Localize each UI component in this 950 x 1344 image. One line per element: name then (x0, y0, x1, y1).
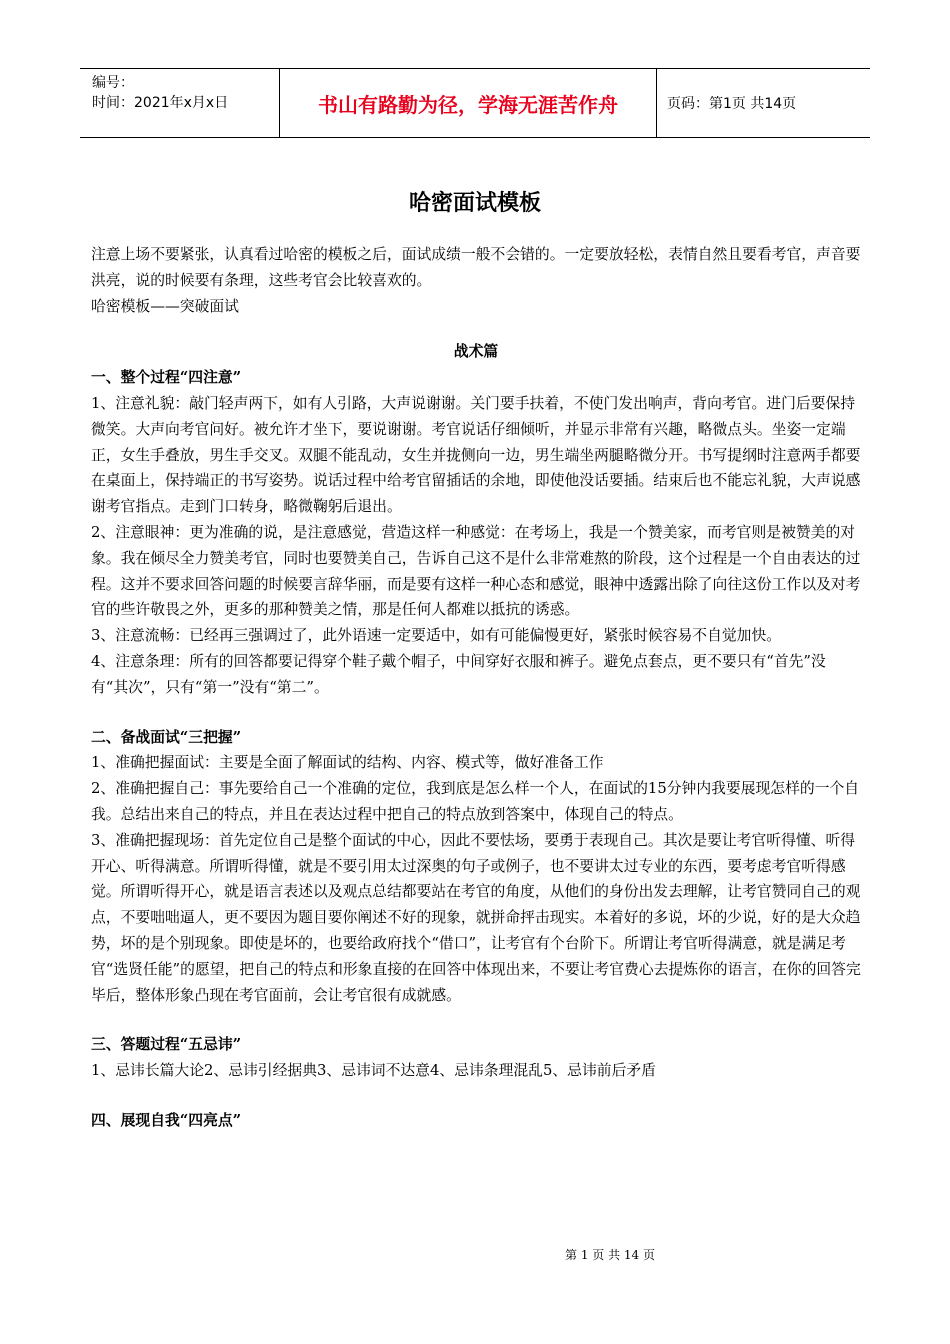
section-heading: 三、答题过程“五忌讳” (91, 1036, 242, 1054)
number-label: 编号： (92, 75, 134, 91)
part-title: 战术篇 (453, 343, 499, 361)
document-body (91, 242, 861, 1134)
header-meta (80, 69, 280, 137)
section-paragraph: 1、忌讳长篇大论2、忌讳引经据典3、忌讳词不达意4、忌讳条理混乱5、忌讳前后矛盾 (91, 1062, 656, 1080)
section-paragraph: 1、准确把握面试：主要是全面了解面试的结构、内容、模式等，做好准备工作 (91, 754, 604, 772)
page-header (80, 68, 870, 138)
time-label: 时间：2021年x月x日 (92, 95, 229, 111)
section-heading: 二、备战面试“三把握” (91, 728, 242, 746)
section-paragraph: 2、准确把握自己：事先要给自己一个准确的定位，我到底是怎么样一个人，在面试的15分钟内我要展现怎样的一个自我。总结出来自己的特点，并且在表达过程中把自己的特点放到答案中，体现自己的特点。 (91, 780, 860, 823)
intro-paragraph: 注意上场不要紧张，认真看过哈密的模板之后，面试成绩一般不会错的。一定要放轻松，表情自然且要看考官，声音要洪亮，说的时候要有条理，这些考官会比较喜欢的。 (91, 246, 861, 289)
header-motto: 书山有路勤为径，学海无涯苦作舟 (280, 69, 657, 137)
document-title: 哈密面试模板 (408, 190, 541, 216)
intro-subtitle: 哈密模板——突破面试 (91, 297, 239, 315)
section-paragraph: 3、准确把握现场：首先定位自己是整个面试的中心，因此不要怯场，要勇于表现自己。其次是要让考官听得懂、听得开心、听得满意。所谓听得懂，就是不要引用太过深奥的句子或例子，也不要讲太过专业的东西，要考虑考官听得感觉。所谓听得开心，就是语言表述以及观点总结都要站在考官的角度，从他们的身份出发去理解，让考官赞同自己的观点，不要咄咄逼人，更不要因为题目要你阐述不好的现象，就拼命抨击现实。本着好的多说，坏的少说，好的是大众趋势，坏的是个别现象。即使是坏的，也要给政府找个“借口”，让考官有个台阶下。所谓让考官听得满意，就是满足考官“选贤任能”的愿望，把自己的特点和形象直接的在回答中体现出来，不要让考官费心去提炼你的语言，在你的回答完毕后，整体形象凸现在考官面前，会让考官很有成就感。 (91, 831, 861, 1004)
section-paragraph: 4、注意条理：所有的回答都要记得穿个鞋子戴个帽子，中间穿好衣服和裤子。避免点套点，更不要只有“首先”没有“其次”，只有“第一”没有“第二”。 (91, 652, 826, 696)
header-page-code: 页码：第1页 共14页 (667, 96, 797, 112)
section-paragraph: 3、注意流畅：已经再三强调过了，此外语速一定要适中，如有可能偏慢更好，紧张时候容易不自觉加快。 (91, 627, 782, 645)
section-heading: 四、展现自我“四亮点” (91, 1111, 242, 1129)
page-footer: 第 1 页 共 14 页 (565, 1248, 655, 1262)
section-heading: 一、整个过程“四注意” (91, 369, 242, 387)
section-paragraph: 1、注意礼貌：敲门轻声两下，如有人引路，大声说谢谢。关门要手扶着，不使门发出响声，背向考官。进门后要保持微笑。大声向考官问好。被允许才坐下，要说谢谢。考官说话仔细倾听，并显示非常有兴趣，略微点头。坐姿一定端正，女生手叠放，男生手交叉。双腿不能乱动，女生并拢侧向一边，男生端坐两腿略微分开。书写提纲时注意两手都要在桌面上，保持端正的书写姿势。说话过程中给考官留插话的余地，即使他没话要插。结束后也不能忘礼貌，大声说感谢考官指点。走到门口转身，略微鞠躬后退出。 (91, 394, 861, 516)
section-paragraph: 2、注意眼神：更为准确的说，是注意感觉，营造这样一种感觉：在考场上，我是一个赞美家，而考官则是被赞美的对象。我在倾尽全力赞美考官，同时也要赞美自己，告诉自己这不是什么非常难熬的阶段，这个过程是一个自由表达的过程。这并不要求回答问题的时候要言辞华丽，而是要有这样一种心态和感觉，眼神中透露出除了向往这份工作以及对考官的些许敬畏之外，更多的那种赞美之情，那是任何人都难以抵抗的诱惑。 (91, 523, 861, 619)
